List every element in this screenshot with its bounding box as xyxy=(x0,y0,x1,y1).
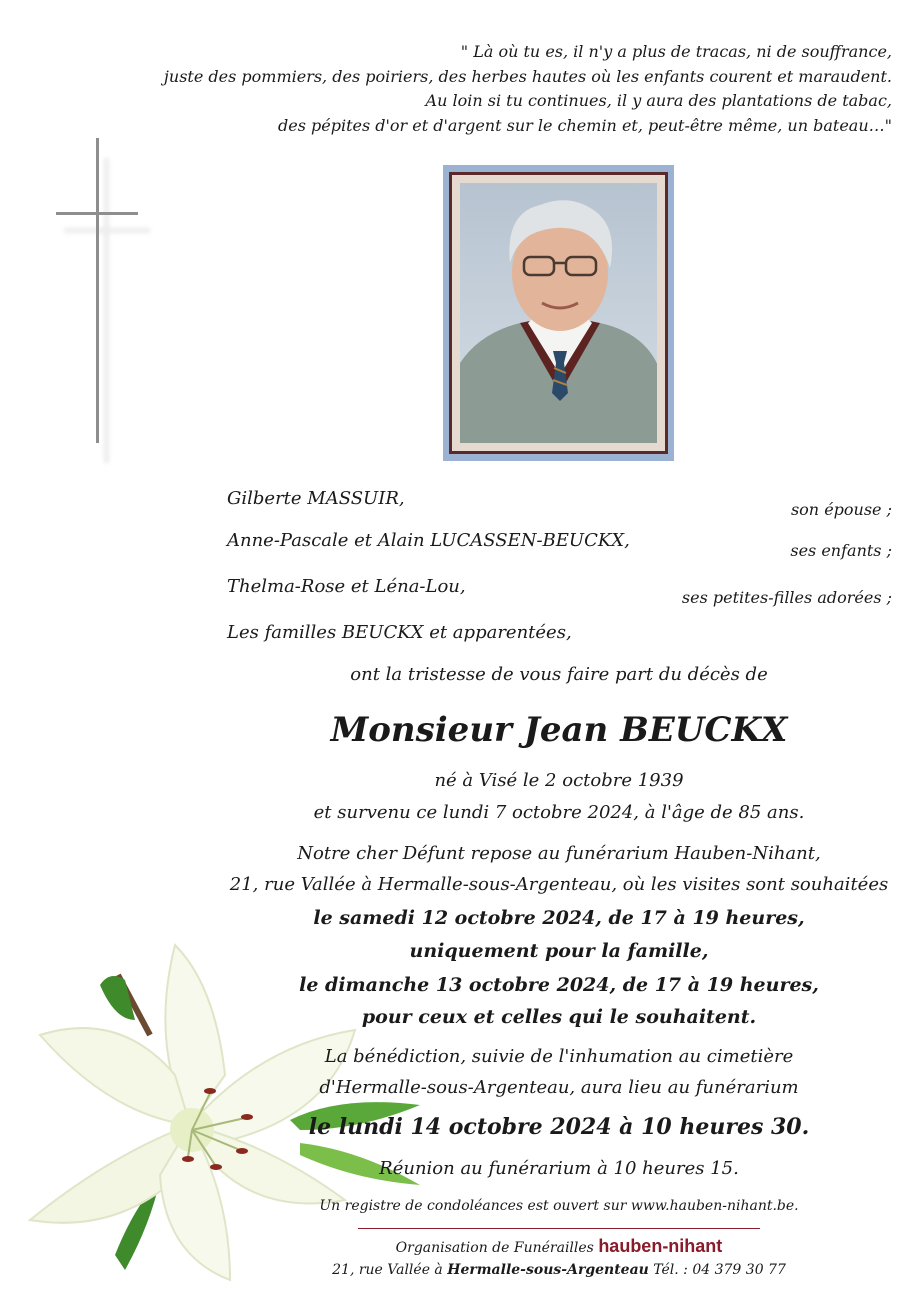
address-city: Hermalle-sous-Argenteau xyxy=(447,1262,649,1278)
condolences-note: Un registre de condoléances est ouvert sur www.hauben-nihant.be. xyxy=(319,1198,799,1214)
ceremony-date: le lundi 14 octobre 2024 à 10 heures 30. xyxy=(308,1114,810,1140)
portrait-photo xyxy=(460,183,657,443)
death-info: et survenu ce lundi 7 octobre 2024, à l'âge de 85 ans. xyxy=(313,802,805,823)
deceased-name: Monsieur Jean BEUCKX xyxy=(330,710,788,750)
phone: Tél. : 04 379 30 77 xyxy=(653,1262,786,1278)
organizer-address xyxy=(200,1262,918,1278)
visitation-slot: le samedi 12 octobre 2024, de 17 à 19 heures, xyxy=(313,907,805,929)
ceremony-line: La bénédiction, suivie de l'inhumation au cimetière xyxy=(324,1046,794,1067)
family-member: Anne-Pascale et Alain LUCASSEN-BEUCKX, xyxy=(227,530,630,551)
quote-line: " Là où tu es, il n'y a plus de tracas, ni de souffrance, xyxy=(460,42,892,61)
ceremony-line: d'Hermalle-sous-Argenteau, aura lieu au funérarium xyxy=(319,1077,799,1098)
portrait-frame xyxy=(443,165,674,461)
quote-line: juste des pommiers, des poiriers, des herbes hautes où les enfants courent et maraudent. xyxy=(163,66,892,86)
organizer xyxy=(200,1236,918,1257)
visitation-note: uniquement pour la famille, xyxy=(409,940,709,962)
quote-line: Au loin si tu continues, il y aura des plantations de tabac, xyxy=(425,91,892,110)
family-relation: son épouse ; xyxy=(790,500,892,519)
visitation-line: Notre cher Défunt repose au funérarium Hauben-Nihant, xyxy=(297,843,821,864)
family-member: Thelma-Rose et Léna-Lou, xyxy=(227,576,466,597)
family-relation: ses petites-filles adorées ; xyxy=(681,588,892,607)
family-member: Les familles BEUCKX et apparentées, xyxy=(227,622,572,643)
cross-icon xyxy=(50,138,160,468)
opening-quote xyxy=(132,40,892,138)
announcement-intro: ont la tristesse de vous faire part du décès de xyxy=(350,664,768,685)
quote-line: des pépites d'or et d'argent sur le chemin et, peut-être même, un bateau…" xyxy=(277,115,892,135)
family-member: Gilberte MASSUIR, xyxy=(227,488,405,509)
visitation-note: pour ceux et celles qui le souhaitent. xyxy=(361,1006,757,1028)
ceremony-meeting: Réunion au funérarium à 10 heures 15. xyxy=(379,1158,739,1179)
birth-info: né à Visé le 2 octobre 1939 xyxy=(434,770,684,791)
footer-divider xyxy=(358,1228,760,1229)
family-relation: ses enfants ; xyxy=(790,541,892,560)
address-prefix: 21, rue Vallée à xyxy=(332,1262,443,1278)
organizer-prefix: Organisation de Funérailles xyxy=(395,1240,594,1256)
visitation-slot: le dimanche 13 octobre 2024, de 17 à 19 heures, xyxy=(299,974,819,996)
brand-logo: hauben-nihant xyxy=(598,1236,723,1256)
visitation-address: 21, rue Vallée à Hermalle-sous-Argenteau, où les visites sont souhaitées xyxy=(229,874,889,895)
